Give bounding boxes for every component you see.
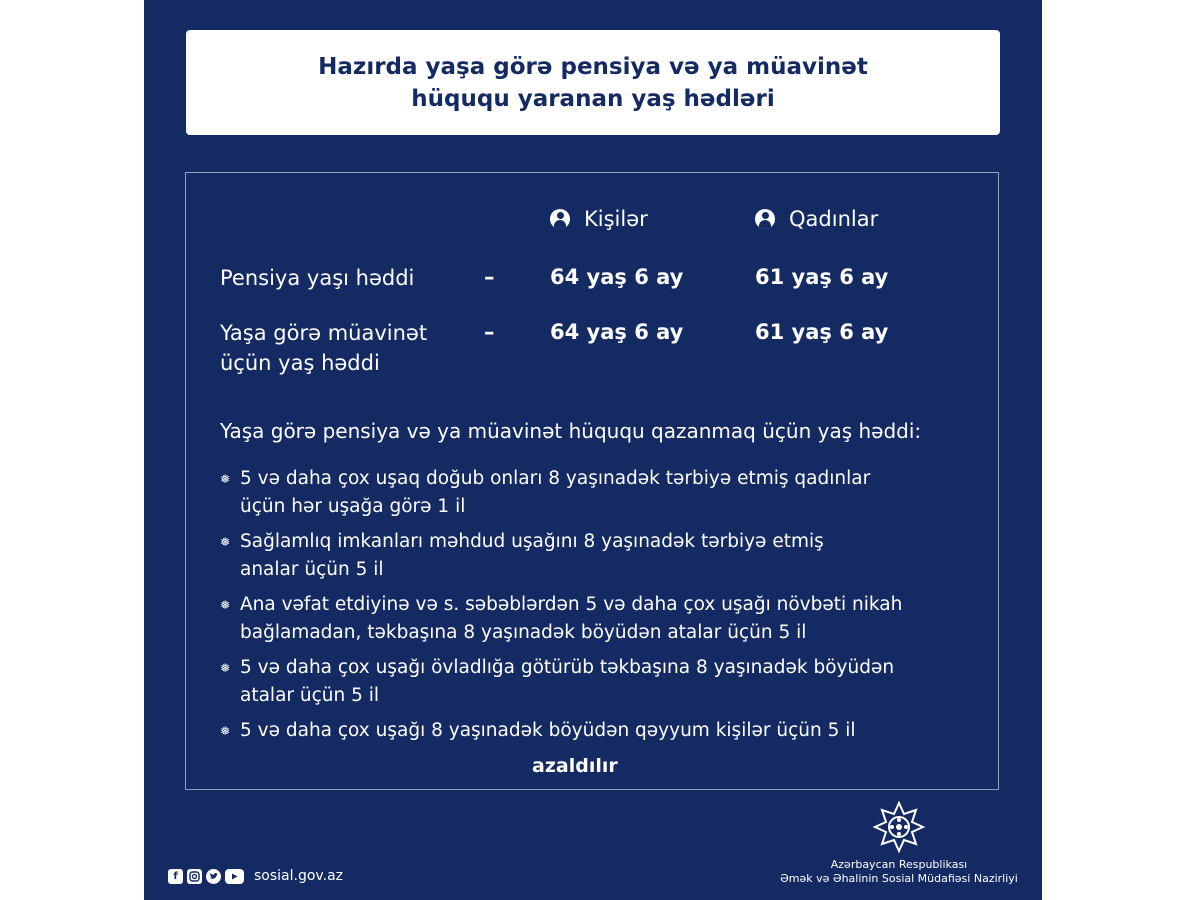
website-link[interactable]: sosial.gov.az — [254, 868, 343, 884]
snowflake-icon: ❅ — [220, 661, 231, 675]
snowflake-icon: ❅ — [220, 472, 231, 486]
list-item — [220, 591, 980, 647]
row-label-line: Yaşa görə müavinət — [220, 321, 428, 345]
title-line-1: Hazırda yaşa görə pensiya və ya müavinət — [318, 53, 868, 80]
facebook-icon[interactable]: f — [168, 869, 183, 884]
list-item-line: 5 və daha çox uşaq doğub onları 8 yaşınadək tərbiyə etmiş qadınlar — [240, 468, 871, 489]
list-item-text — [240, 717, 856, 745]
ministry-emblem-icon — [872, 800, 926, 854]
column-header-women-label: Qadınlar — [789, 207, 879, 231]
social-links — [168, 868, 343, 884]
list-item-text — [240, 591, 902, 647]
snowflake-icon: ❅ — [220, 598, 231, 612]
row-label-line: Pensiya yaşı həddi — [220, 266, 415, 290]
title-card — [186, 30, 1000, 135]
row-pension-age-label — [220, 263, 470, 293]
title-line-2: hüququ yaranan yaş hədləri — [411, 85, 775, 112]
row-allowance-age-women-value: 61 yaş 6 ay — [755, 320, 889, 344]
snowflake-icon: ❅ — [220, 724, 231, 738]
row-pension-age-dash: – — [484, 265, 495, 289]
list-item-line: Sağlamlıq imkanları məhdud uşağını 8 yaşınadək tərbiyə etmiş — [240, 531, 824, 552]
reduction-subheading: Yaşa görə pensiya və ya müavinət hüququ qazanmaq üçün yaş həddi: — [220, 419, 922, 443]
list-item — [220, 717, 980, 745]
infographic-panel — [144, 0, 1042, 900]
row-label-line: üçün yaş həddi — [220, 351, 380, 375]
list-item-text — [240, 654, 894, 710]
ministry-logo — [774, 800, 1024, 886]
list-item-line: üçün hər uşağa görə 1 il — [240, 496, 466, 517]
twitter-icon[interactable] — [206, 869, 221, 884]
person-icon — [755, 209, 775, 229]
row-allowance-age-men-value: 64 yaş 6 ay — [550, 320, 684, 344]
row-allowance-age-dash: – — [484, 320, 495, 344]
column-header-women — [755, 207, 878, 231]
person-icon — [550, 209, 570, 229]
youtube-icon[interactable] — [225, 869, 244, 884]
ministry-name-line-2: Əmək və Əhalinin Sosial Müdafiəsi Nazirliyi — [780, 872, 1018, 885]
list-item-line: analar üçün 5 il — [240, 559, 384, 580]
list-item — [220, 528, 980, 584]
row-pension-age-women-value: 61 yaş 6 ay — [755, 265, 889, 289]
list-item-line: atalar üçün 5 il — [240, 685, 380, 706]
list-item-line: 5 və daha çox uşağı övladlığa götürüb təkbaşına 8 yaşınadək böyüdən — [240, 657, 895, 678]
ministry-name-line-1: Azərbaycan Respublikası — [830, 858, 968, 871]
reduction-list — [220, 465, 980, 752]
snowflake-icon: ❅ — [220, 535, 231, 549]
list-item-line: 5 və daha çox uşağı 8 yaşınadək böyüdən qəyyum kişilər üçün 5 il — [240, 720, 856, 741]
list-item — [220, 465, 980, 521]
row-pension-age-men-value: 64 yaş 6 ay — [550, 265, 684, 289]
instagram-icon[interactable] — [187, 869, 202, 884]
column-header-men — [550, 207, 648, 231]
list-item-line: Ana vəfat etdiyinə və s. səbəblərdən 5 və daha çox uşağı növbəti nikah — [240, 594, 903, 615]
content-card — [185, 172, 999, 790]
list-item-line: bağlamadan, təkbaşına 8 yaşınadək böyüdən atalar üçün 5 il — [240, 622, 807, 643]
list-item-text — [240, 465, 870, 521]
conclusion-text: azaldılır — [532, 755, 618, 777]
row-allowance-age-label — [220, 318, 470, 378]
column-header-men-label: Kişilər — [584, 207, 648, 231]
list-item-text — [240, 528, 824, 584]
list-item — [220, 654, 980, 710]
